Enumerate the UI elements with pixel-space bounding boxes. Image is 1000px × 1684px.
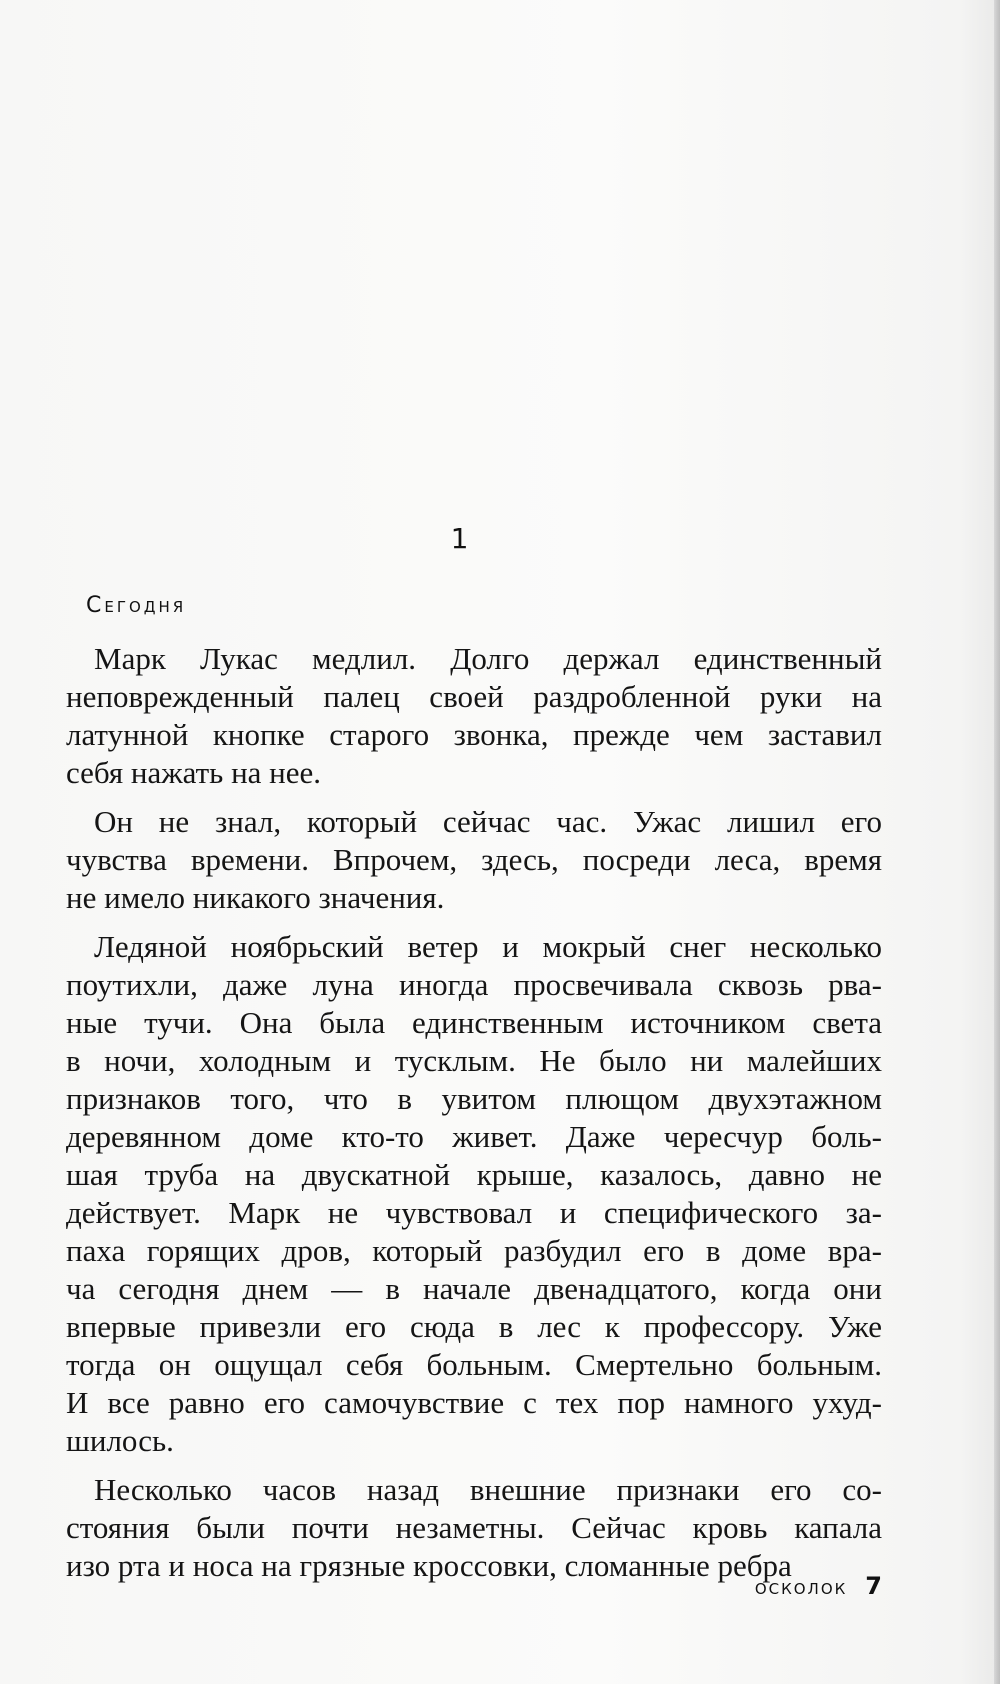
text-line: признаков того, что в увитом плющом двухэтажном bbox=[66, 1081, 882, 1116]
text-line: чувства времени. Впрочем, здесь, посреди леса, время bbox=[66, 842, 882, 877]
text-line: паха горящих дров, который разбудил его в доме вра- bbox=[66, 1233, 882, 1268]
paragraph bbox=[66, 803, 882, 917]
text-line: деревянном доме кто-то живет. Даже чересчур боль- bbox=[66, 1119, 882, 1154]
text-line: ча сегодня днем — в начале двенадцатого, когда они bbox=[66, 1271, 882, 1306]
page-edge bbox=[994, 0, 1000, 1684]
text-line: тогда он ощущал себя больным. Смертельно больным. bbox=[66, 1347, 882, 1382]
text-line: ные тучи. Она была единственным источником света bbox=[66, 1005, 882, 1040]
text-line: стояния были почти незаметны. Сейчас кровь капала bbox=[66, 1510, 882, 1545]
text-line: шая труба на двускатной крыше, казалось, давно не bbox=[66, 1157, 882, 1192]
text-line: Марк Лукас медлил. Долго держал единственный bbox=[94, 641, 882, 676]
text-line: латунной кнопке старого звонка, прежде чем заставил bbox=[66, 717, 882, 752]
text-line: себя нажать на нее. bbox=[66, 755, 322, 790]
page-footer bbox=[0, 1572, 882, 1600]
text-line: изо рта и носа на грязные кроссовки, сломанные ребра bbox=[66, 1548, 792, 1583]
chapter-text bbox=[66, 640, 882, 1596]
paragraph bbox=[66, 640, 882, 792]
paragraph bbox=[66, 1471, 882, 1585]
text-line: не имело никакого значения. bbox=[66, 880, 445, 915]
text-line: действует. Марк не чувствовал и специфического за- bbox=[66, 1195, 882, 1230]
section-heading: Сегодня bbox=[86, 593, 187, 618]
text-line: поутихли, даже луна иногда просвечивала сквозь рва- bbox=[66, 967, 882, 1002]
text-line: Он не знал, который сейчас час. Ужас лишил его bbox=[94, 804, 882, 839]
page-number: 7 bbox=[865, 1572, 882, 1600]
text-line: Несколько часов назад внешние признаки его со- bbox=[94, 1472, 882, 1507]
text-line: неповрежденный палец своей раздробленной руки на bbox=[66, 679, 882, 714]
text-line: впервые привезли его сюда в лес к профессору. Уже bbox=[66, 1309, 882, 1344]
running-title: осколок bbox=[754, 1575, 848, 1600]
text-line: Ледяной ноябрьский ветер и мокрый снег несколько bbox=[94, 929, 882, 964]
chapter-number: 1 bbox=[450, 522, 470, 555]
paragraph bbox=[66, 928, 882, 1460]
text-line: шилось. bbox=[66, 1423, 174, 1458]
text-line: И все равно его самочувствие с тех пор намного ухуд- bbox=[66, 1385, 882, 1420]
text-line: в ночи, холодным и тусклым. Не было ни малейших bbox=[66, 1043, 882, 1078]
